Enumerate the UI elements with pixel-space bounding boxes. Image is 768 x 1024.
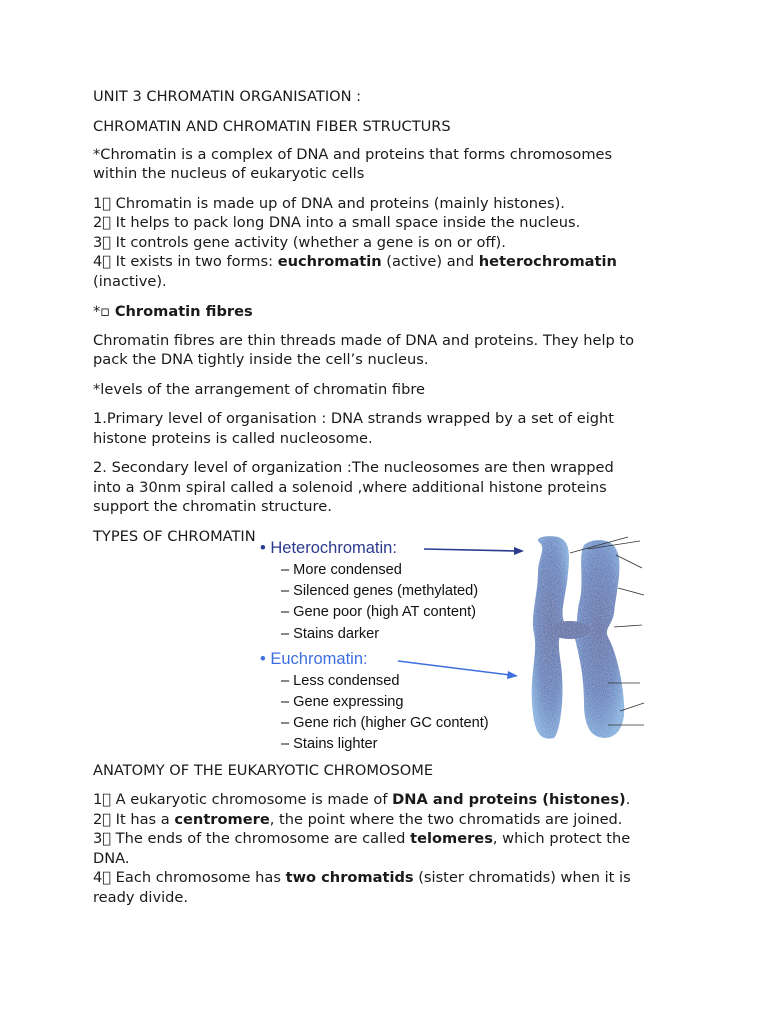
levels-heading: *levels of the arrangement of chromatin fibre bbox=[93, 381, 425, 398]
level-2-line-3: support the chromatin structure. bbox=[93, 498, 332, 515]
anatomy-heading: ANATOMY OF THE EUKARYOTIC CHROMOSOME bbox=[93, 762, 434, 779]
anatomy-point-4: 4⃣ Each chromosome has two chromatids (sister chromatids) when it is bbox=[93, 869, 631, 886]
types-heading: TYPES OF CHROMATIN bbox=[93, 528, 256, 545]
level-2-line-2: into a 30nm spiral called a solenoid ,where additional histone proteins bbox=[93, 479, 607, 496]
number-emoji: 3⃣ bbox=[93, 234, 112, 251]
number-emoji: 3⃣ bbox=[93, 830, 112, 847]
anatomy-point-4-continued: ready divide. bbox=[93, 889, 189, 906]
eu-item: – Stains lighter bbox=[281, 736, 378, 752]
anatomy-point-3-continued: DNA. bbox=[93, 850, 130, 867]
number-emoji: 1⃣ bbox=[93, 195, 112, 212]
eu-item: – Gene expressing bbox=[281, 694, 404, 710]
bullet-symbol: *▫ bbox=[93, 303, 115, 320]
bold-term: heterochromatin bbox=[478, 253, 617, 270]
bold-term: DNA and proteins (histones) bbox=[392, 791, 626, 808]
bold-term: euchromatin bbox=[277, 253, 382, 270]
eu-arrow bbox=[398, 661, 518, 679]
hetero-item: – More condensed bbox=[281, 562, 402, 578]
hetero-arrow bbox=[424, 547, 524, 555]
bold-term: centromere bbox=[174, 811, 270, 828]
number-emoji: 1⃣ bbox=[93, 791, 112, 808]
intro-line-1: *Chromatin is a complex of DNA and proteins that forms chromosomes bbox=[93, 146, 613, 163]
level-2-line-1: 2. Secondary level of organization :The nucleosomes are then wrapped bbox=[93, 459, 614, 476]
heterochromatin-title: • Heterochromatin: bbox=[260, 539, 397, 557]
chromatin-types-figure bbox=[248, 533, 648, 758]
hetero-item: – Stains darker bbox=[281, 626, 380, 642]
number-emoji: 4⃣ bbox=[93, 253, 112, 270]
bold-term: two chromatids bbox=[285, 869, 414, 886]
unit-title: UNIT 3 CHROMATIN ORGANISATION : bbox=[93, 88, 362, 105]
fibres-text-2: pack the DNA tightly inside the cell’s nucleus. bbox=[93, 351, 429, 368]
point-3 bbox=[93, 233, 506, 253]
hetero-item: – Gene poor (high AT content) bbox=[281, 604, 476, 620]
fibres-text-1: Chromatin fibres are thin threads made of DNA and proteins. They help to bbox=[93, 332, 635, 349]
section-title: CHROMATIN AND CHROMATIN FIBER STRUCTURS bbox=[93, 118, 451, 135]
point-2 bbox=[93, 213, 580, 233]
intro-line-2: within the nucleus of eukaryotic cells bbox=[93, 165, 365, 182]
point-text: Chromatin is made up of DNA and proteins (mainly histones). bbox=[111, 195, 565, 212]
number-emoji: 4⃣ bbox=[93, 869, 112, 886]
point-text: It controls gene activity (whether a gene is on or off). bbox=[111, 234, 506, 251]
level-1-line-2: histone proteins is called nucleosome. bbox=[93, 430, 373, 447]
point-4-continued: (inactive). bbox=[93, 273, 167, 290]
anatomy-point-3: 3⃣ The ends of the chromosome are called telomeres, which protect the bbox=[93, 830, 631, 847]
chromosome-illustration bbox=[248, 533, 648, 758]
level-1-line-1: 1.Primary level of organisation : DNA strands wrapped by a set of eight bbox=[93, 410, 615, 427]
eu-item: – Less condensed bbox=[281, 673, 400, 689]
point-4 bbox=[93, 252, 617, 272]
bold-term: telomeres bbox=[410, 830, 493, 847]
fibres-heading bbox=[93, 302, 253, 322]
anatomy-point-2: 2⃣ It has a centromere, the point where the two chromatids are joined. bbox=[93, 811, 623, 828]
hetero-item: – Silenced genes (methylated) bbox=[281, 583, 479, 599]
point-1 bbox=[93, 194, 565, 214]
number-emoji: 2⃣ bbox=[93, 214, 112, 231]
number-emoji: 2⃣ bbox=[93, 811, 112, 828]
point-text: (active) and bbox=[381, 253, 479, 270]
fibres-heading-text: Chromatin fibres bbox=[114, 303, 253, 320]
point-text: It exists in two forms: bbox=[111, 253, 278, 270]
point-text: It helps to pack long DNA into a small space inside the nucleus. bbox=[111, 214, 581, 231]
anatomy-point-1: 1⃣ A eukaryotic chromosome is made of DNA and proteins (histones). bbox=[93, 791, 631, 808]
chromosome-body bbox=[532, 536, 625, 738]
eu-item: – Gene rich (higher GC content) bbox=[281, 715, 489, 731]
euchromatin-title: • Euchromatin: bbox=[260, 650, 368, 668]
